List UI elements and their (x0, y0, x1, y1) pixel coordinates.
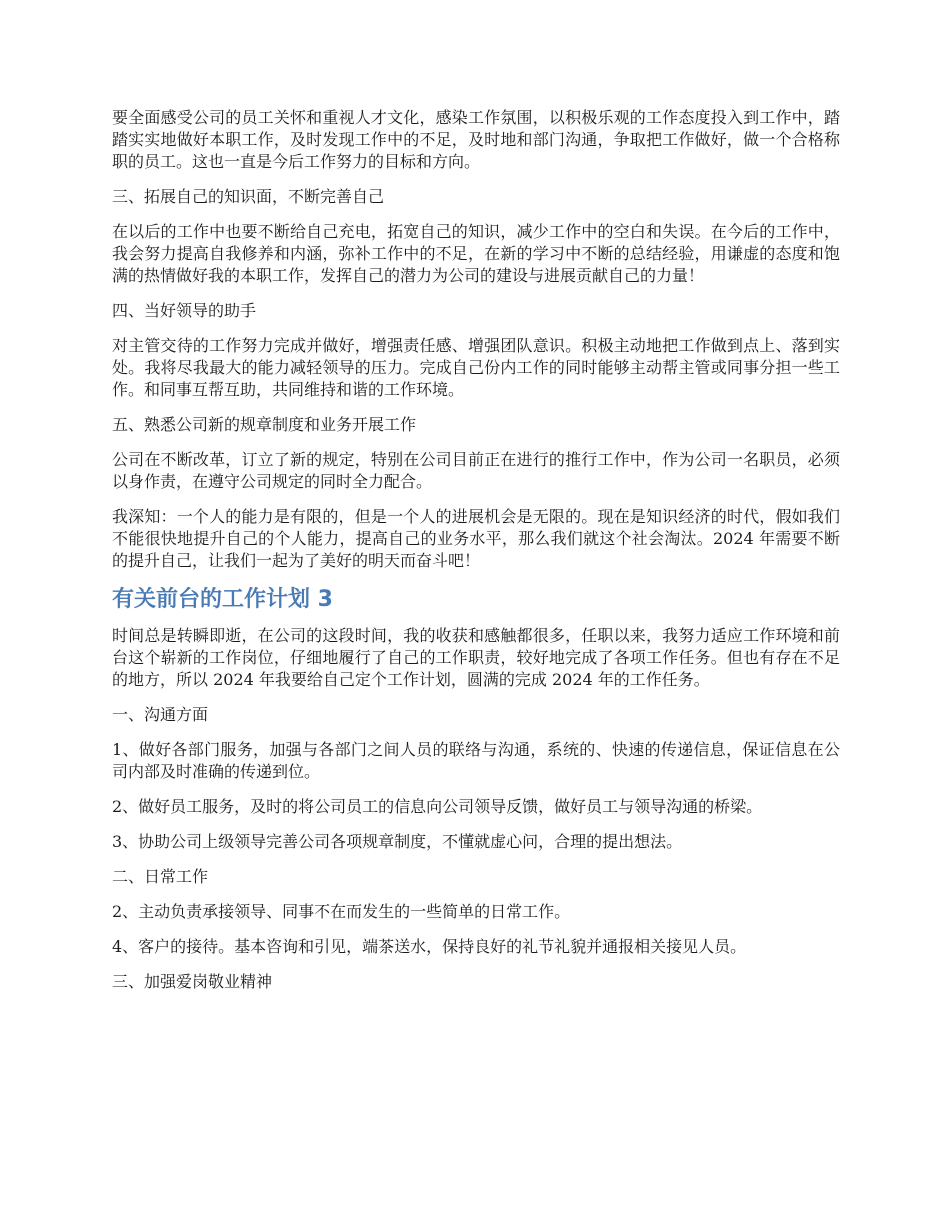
document-body (112, 107, 840, 1006)
list-item-take-over-work: 2、主动负责承接领导、同事不在而发生的一些简单的日常工作。 (112, 902, 571, 921)
paragraph-intro: 时间总是转瞬即逝，在公司的这段时间，我的收获和感触都很多，任职以来，我努力适应工作环境和前台这个崭新的工作岗位，仔细地履行了自己的工作职责，较好地完成了各项工作任务。但也有存在不足的地方，所以 2024 年我要给自己定个工作计划，圆满的完成 2024 年的工作任务。 (112, 626, 840, 689)
paragraph-reform: 公司在不断改革，订立了新的规定，特别在公司目前正在进行的推行工作中，作为公司一名职员，必须以身作责，在遵守公司规定的同时全力配合。 (112, 450, 840, 491)
section-heading-4-assistant: 四、当好领导的助手 (112, 301, 257, 320)
section-heading-5-regulations: 五、熟悉公司新的规章制度和业务开展工作 (112, 415, 417, 434)
paragraph-assist-supervisor: 对主管交待的工作努力完成并做好，增强责任感、增强团队意识。积极主动地把工作做到点上、落到实处。我将尽我最大的能力减轻领导的压力。完成自己份内工作的同时能够主动帮主管或同事分担一些工作。和同事互帮互助，共同维持和谐的工作环境。 (112, 336, 840, 399)
section-heading-communication: 一、沟通方面 (112, 705, 209, 724)
document-heading: 有关前台的工作计划 3 (112, 587, 333, 612)
section-heading-daily-work: 二、日常工作 (112, 867, 209, 886)
list-item-assist-leaders: 3、协助公司上级领导完善公司各项规章制度，不懂就虚心问，合理的提出想法。 (112, 832, 683, 851)
list-item-employee-service: 2、做好员工服务，及时的将公司员工的信息向公司领导反馈，做好员工与领导沟通的桥梁。 (112, 797, 763, 816)
section-heading-dedication: 三、加强爱岗敬业精神 (112, 972, 273, 991)
paragraph-employee-care: 要全面感受公司的员工关怀和重视人才文化，感染工作氛围，以积极乐观的工作态度投入到工作中，踏踏实实地做好本职工作，及时发现工作中的不足，及时地和部门沟通，争取把工作做好，做一个合格称职的员工。这也一直是今后工作努力的目标和方向。 (112, 108, 840, 171)
paragraph-self-improvement: 在以后的工作中也要不断给自己充电，拓宽自己的知识，减少工作中的空白和失误。在今后的工作中，我会努力提高自我修养和内涵，弥补工作中的不足，在新的学习中不断的总结经验，用谦虚的态度和饱满的热情做好我的本职工作，发挥自己的潜力为公司的建设与进展贡献自己的力量！ (112, 222, 840, 285)
paragraph-conclusion: 我深知：一个人的能力是有限的，但是一个人的进展机会是无限的。现在是知识经济的时代，假如我们不能很快地提升自己的个人能力，提高自己的业务水平，那么我们就这个社会淘汰。2024 年需要不断的提升自己，让我们一起为了美好的明天而奋斗吧！ (112, 507, 840, 570)
section-heading-3-knowledge: 三、拓展自己的知识面，不断完善自己 (112, 187, 385, 206)
list-item-department-service: 1、做好各部门服务，加强与各部门之间人员的联络与沟通，系统的、快速的传递信息，保证信息在公司内部及时准确的传递到位。 (112, 740, 840, 781)
list-item-reception: 4、客户的接待。基本咨询和引见，端茶送水，保持良好的礼节礼貌并通报相关接见人员。 (112, 937, 747, 956)
